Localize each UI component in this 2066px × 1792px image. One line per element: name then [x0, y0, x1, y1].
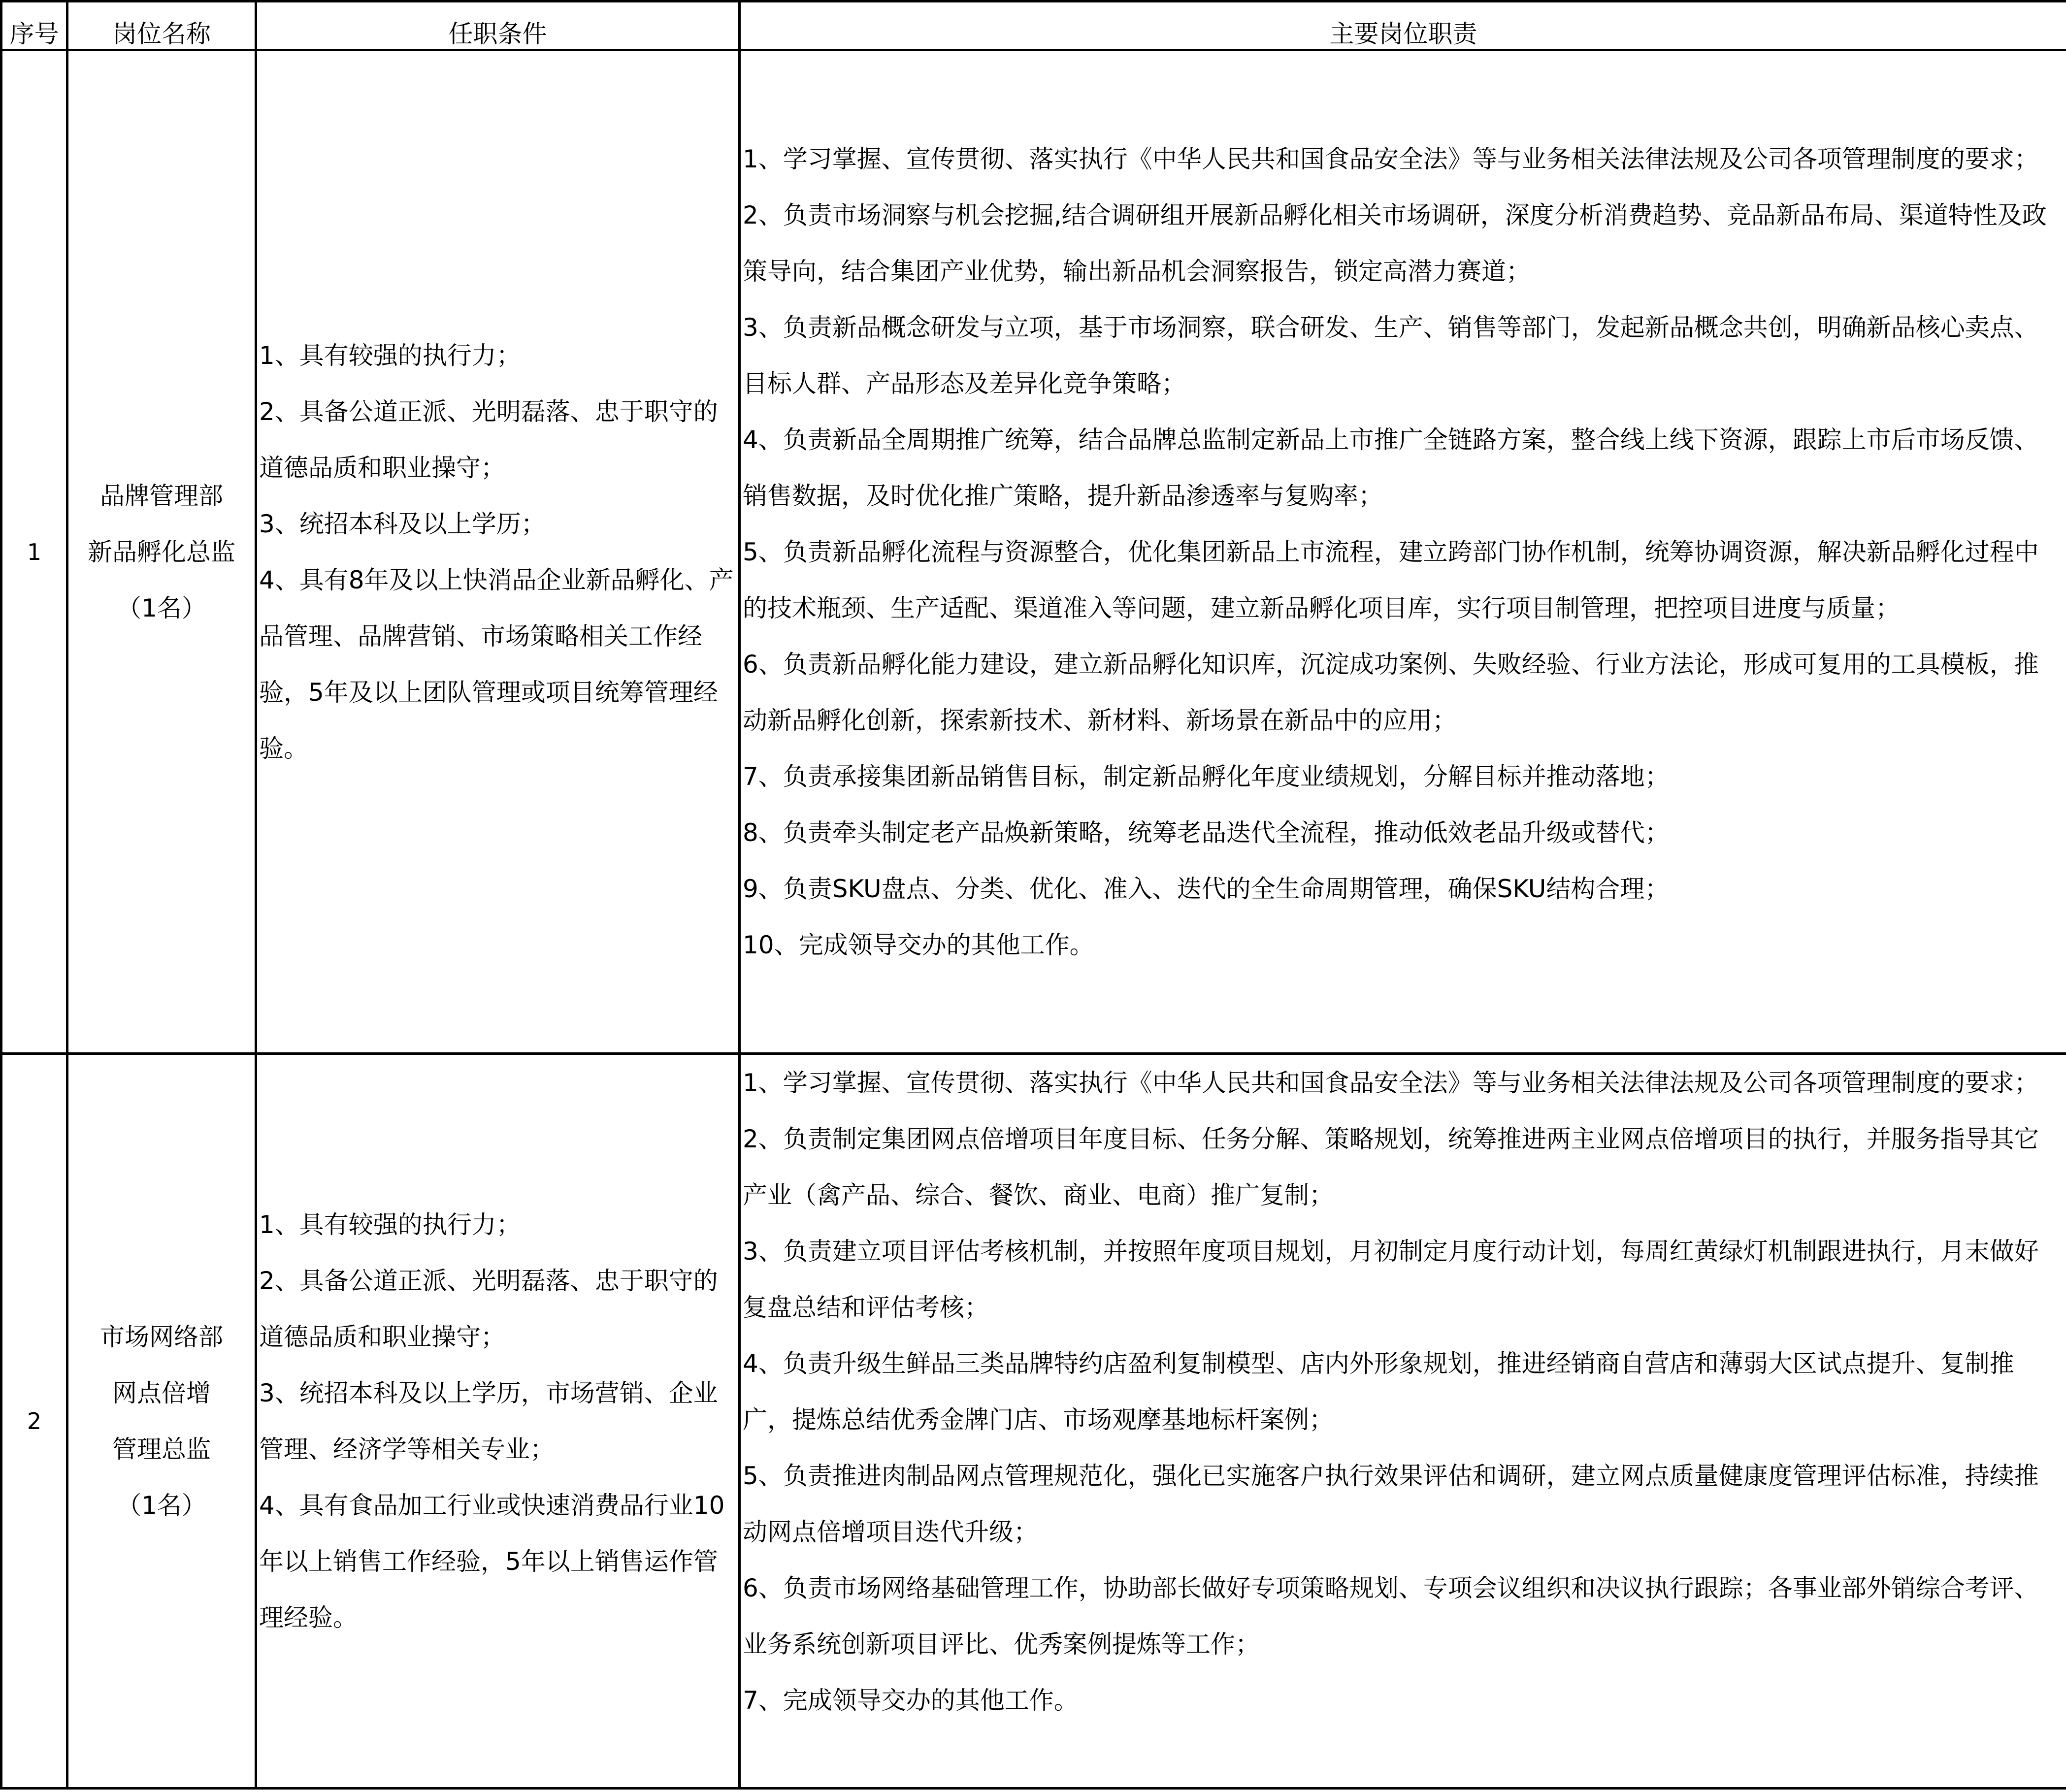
table-row [1, 1054, 2066, 1789]
duty-item: 1、学习掌握、宣传贯彻、落实执行《中华人民共和国食品安全法》等与业务相关法律法规及公司各项管理制度的要求； [743, 1069, 2039, 1097]
requirement-item: 1、具有较强的执行力； [259, 1210, 521, 1239]
position-name-cell [67, 1054, 256, 1789]
requirement-item: 2、具备公道正派、光明磊落、忠于职守的道德品质和职业操守； [259, 397, 718, 482]
duty-item: 2、负责制定集团网点倍增项目年度目标、任务分解、策略规划，统筹推进两主业网点倍增项目的执行，并服务指导其它产业（禽产品、综合、餐饮、商业、电商）推广复制； [743, 1125, 2039, 1209]
requirement-item: 3、统招本科及以上学历，市场营销、企业管理、经济学等相关专业； [259, 1378, 718, 1464]
position-count: （1名） [117, 593, 206, 622]
duty-item: 7、完成领导交办的其他工作。 [743, 1686, 1079, 1715]
header-seq: 序号 [1, 1, 67, 50]
duty-item: 2、负责市场洞察与机会挖掘,结合调研组开展新品孵化相关市场调研，深度分析消费趋势、竞品新品布局、渠道特性及政策导向，结合集团产业优势，输出新品机会洞察报告，锁定高潜力赛道； [743, 200, 2047, 286]
row-seq: 1 [1, 50, 67, 1054]
position-name-line: 品牌管理部 [100, 481, 223, 510]
duty-item: 6、负责市场网络基础管理工作，协助部长做好专项策略规划、专项会议组织和决议执行跟踪；各事业部外销综合考评、业务系统创新项目评比、优秀案例提炼等工作； [743, 1574, 2039, 1659]
duty-item: 10、完成领导交办的其他工作。 [743, 930, 1094, 959]
duty-item: 8、负责牵头制定老产品焕新策略，统筹老品迭代全流程，推动低效老品升级或替代； [743, 818, 1670, 847]
duty-item: 9、负责SKU盘点、分类、优化、准入、迭代的全生命周期管理，确保SKU结构合理； [743, 874, 1670, 903]
row-seq: 2 [1, 1054, 67, 1789]
duty-item: 7、负责承接集团新品销售目标，制定新品孵化年度业绩规划，分解目标并推动落地； [743, 762, 1670, 791]
table-header-row [1, 1, 2066, 50]
requirement-item: 2、具备公道正派、光明磊落、忠于职守的道德品质和职业操守； [259, 1266, 718, 1351]
requirement-item: 4、具有食品加工行业或快速消费品行业10年以上销售工作经验，5年以上销售运作管理经验。 [259, 1491, 725, 1632]
position-name-line: 网点倍增 [112, 1378, 211, 1407]
requirement-item: 4、具有8年及以上快消品企业新品孵化、产品管理、品牌营销、市场策略相关工作经验，5年及以上团队管理或项目统筹管理经验。 [259, 565, 734, 763]
duty-item: 6、负责新品孵化能力建设，建立新品孵化知识库，沉淀成功案例、失败经验、行业方法论，形成可复用的工具模板，推动新品孵化创新，探索新技术、新材料、新场景在新品中的应用； [743, 650, 2039, 735]
requirement-item: 1、具有较强的执行力； [259, 341, 521, 370]
duty-item: 3、负责建立项目评估考核机制，并按照年度项目规划，月初制定月度行动计划，每周红黄绿灯机制跟进执行，月末做好复盘总结和评估考核； [743, 1237, 2039, 1322]
position-name-cell [67, 50, 256, 1054]
header-requirements: 任职条件 [256, 1, 740, 50]
duty-item: 1、学习掌握、宣传贯彻、落实执行《中华人民共和国食品安全法》等与业务相关法律法规及公司各项管理制度的要求； [743, 144, 2039, 173]
requirement-item: 3、统招本科及以上学历； [259, 509, 546, 538]
position-count: （1名） [117, 1491, 206, 1520]
header-duties: 主要岗位职责 [740, 1, 2066, 50]
position-name-line: 管理总监 [112, 1434, 211, 1464]
requirements-cell [256, 1054, 740, 1789]
position-name-line: 新品孵化总监 [88, 537, 235, 566]
duties-cell [740, 50, 2066, 1054]
duty-item: 5、负责推进肉制品网点管理规范化，强化已实施客户执行效果评估和调研，建立网点质量健康度管理评估标准，持续推动网点倍增项目迭代升级； [743, 1462, 2039, 1546]
duty-item: 3、负责新品概念研发与立项，基于市场洞察，联合研发、生产、销售等部门，发起新品概念共创，明确新品核心卖点、目标人群、产品形态及差异化竞争策略； [743, 313, 2039, 398]
duty-item: 4、负责新品全周期推广统筹，结合品牌总监制定新品上市推广全链路方案，整合线上线下资源，跟踪上市后市场反馈、销售数据，及时优化推广策略，提升新品渗透率与复购率； [743, 425, 2039, 510]
table-row [1, 50, 2066, 1054]
duty-item: 5、负责新品孵化流程与资源整合，优化集团新品上市流程，建立跨部门协作机制，统筹协调资源，解决新品孵化过程中的技术瓶颈、生产适配、渠道准入等问题，建立新品孵化项目库，实行项目制管理，把控项目进度与质量； [743, 537, 2039, 622]
duties-cell [740, 1054, 2066, 1789]
header-position: 岗位名称 [67, 1, 256, 50]
requirements-cell [256, 50, 740, 1054]
duty-item: 4、负责升级生鲜品三类品牌特约店盈利复制模型、店内外形象规划，推进经销商自营店和薄弱大区试点提升、复制推广，提炼总结优秀金牌门店、市场观摩基地标杆案例； [743, 1349, 2014, 1434]
position-name-line: 市场网络部 [100, 1322, 223, 1351]
